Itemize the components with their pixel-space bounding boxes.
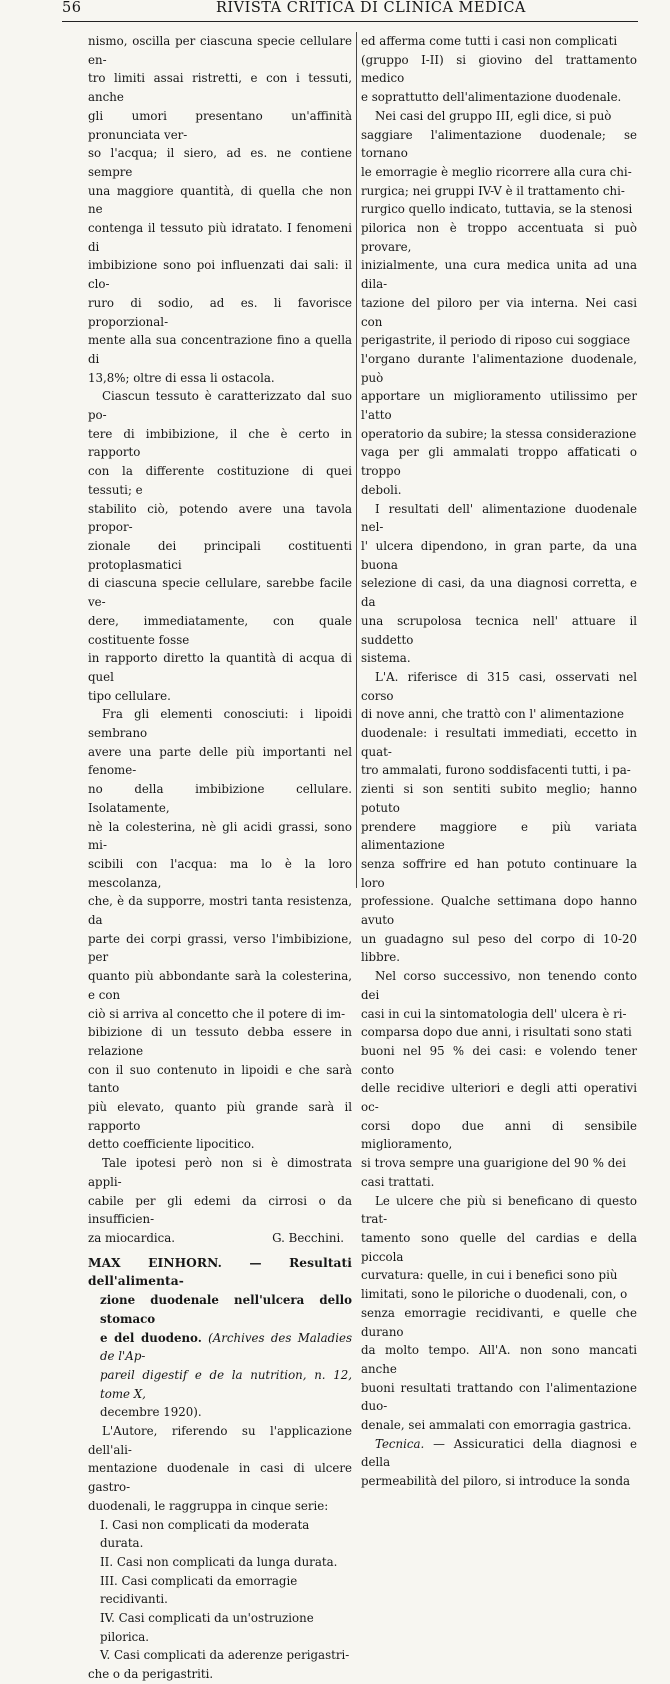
text-line: zione duodenale nell'ulcera dello stomaco (100, 1293, 352, 1326)
paragraph (88, 1422, 352, 1516)
list-item: IV. Casi complicati da un'ostruzione pilorica. (100, 1611, 314, 1644)
text-line: tro limiti assai ristretti, e con i tessuti, anche (88, 71, 352, 105)
text-line: prendere maggiore e più variata alimentazione (361, 819, 637, 853)
paragraph (361, 1435, 637, 1491)
text-line: Fra gli elementi conosciuti: i lipoidi sembrano (88, 707, 352, 741)
text-line: no della imbibizione cellulare. Isolatamente, (88, 782, 352, 815)
text-line: scibili con l'acqua: ma lo è la loro mescolanza, (88, 856, 352, 890)
text-line: con il suo contenuto in lipoidi e che sarà tanto (88, 1062, 352, 1096)
text-line: tere di imbibizione, il che è certo in rapporto (88, 426, 352, 460)
text-line: zienti si son sentiti subito meglio; hanno potuto (361, 782, 637, 815)
text-line: (gruppo I-II) si giovino del trattamento medico (361, 52, 637, 86)
text-line: stabilito ciò, potendo avere una tavola propor- (88, 501, 352, 535)
text-line: comparsa dopo due anni, i risultati sono stati (361, 1025, 632, 1040)
paragraph (88, 32, 352, 387)
text-line: deboli. (361, 482, 402, 497)
text-line: zionale dei principali costituenti protoplasmatici (88, 538, 352, 572)
list-item: II. Casi non complicati da lunga durata. (100, 1554, 338, 1569)
text-line: mentazione duodenale in casi di ulcere gastro- (88, 1461, 352, 1495)
page-number: 56 (62, 0, 82, 16)
text-line: le emorragie è meglio ricorrere alla cura chi- (361, 164, 632, 179)
text-line: mente alla sua concentrazione fino a quella di (88, 333, 352, 366)
text-line: nè la colesterina, nè gli acidi grassi, sono mi- (88, 819, 352, 853)
text-line: ruro di sodio, ad es. li favorisce proporzional- (88, 295, 352, 329)
text-line: casi trattati. (361, 1174, 435, 1189)
text-line: contenga il tessuto più idratato. I fenomeni di (88, 221, 352, 254)
text-line: si trova sempre una guarigione del 90 % dei (361, 1156, 627, 1171)
text-line: pareil digestif e de la nutrition, n. 12, tome X, (100, 1367, 352, 1401)
left-column (88, 32, 353, 1682)
text-line: che, è da supporre, mostri tanta resistenza, da (88, 894, 352, 928)
text-line: più elevato, quanto più grande sarà il rapporto (88, 1100, 352, 1133)
text-line: tazione del piloro per via interna. Nei casi con (361, 295, 637, 329)
text-line: inizialmente, una cura medica unita ad una dila- (361, 258, 637, 292)
text-line: delle recidive ulteriori e degli atti operativi oc- (361, 1081, 637, 1115)
text-line (361, 1435, 637, 1472)
header-rule (62, 21, 638, 22)
text-line: parte dei corpi grassi, verso l'imbibizione, per (88, 931, 352, 965)
case-group-list (88, 1516, 352, 1684)
text-line: detto coefficiente lipocitico. (88, 1137, 255, 1152)
text-line: saggiare l'alimentazione duodenale; se tornano (361, 127, 637, 161)
text-line: Tale ipotesi però non si è dimostrata appli- (88, 1156, 352, 1189)
column-separator (356, 32, 357, 888)
paragraph (88, 1154, 352, 1248)
text-line: nismo, oscilla per ciascuna specie cellulare en- (88, 34, 352, 67)
text-span: za miocardica. (88, 1231, 176, 1245)
text-line: I resultati dell' alimentazione duodenale nel- (361, 501, 637, 535)
right-column (361, 32, 638, 1489)
paragraph (361, 107, 637, 500)
running-title: RIVISTA CRITICA DI CLINICA MEDICA (216, 0, 526, 16)
text-line: bibizione di un tessuto debba essere in relazione (88, 1025, 352, 1058)
text-line: corsi dopo due anni di sensibile miglioramento, (361, 1118, 637, 1152)
text-line: in rapporto diretto la quantità di acqua di quel (88, 651, 352, 684)
text-line: duodenali, le raggruppa in cinque serie: (88, 1498, 329, 1513)
text-line: L'A. riferisce di 315 casi, osservati nel corso (361, 669, 637, 703)
list-item: I. Casi non complicati da moderata durata. (100, 1517, 310, 1551)
text-line: tamento sono quelle del cardias e della piccola (361, 1231, 637, 1264)
text-line: so l'acqua; il siero, ad es. ne contiene sempre (88, 146, 352, 179)
text-line: senza emorragie recidivanti, e quelle che durano (361, 1305, 637, 1339)
text-line: buoni resultati trattando con l'alimentazione duo- (361, 1380, 637, 1414)
text-line: denale, sei ammalati con emorragia gastrica. (361, 1418, 632, 1433)
text-line: L'Autore, riferendo su l'applicazione dell'ali- (88, 1424, 352, 1457)
citation: (Archives des Maladies de l'Ap- (100, 1330, 353, 1364)
paragraph (361, 1192, 637, 1435)
paragraph (361, 32, 637, 107)
text-line: avere una parte delle più importanti nel fenome- (88, 744, 352, 778)
text-line: buoni nel 95 % dei casi: e volendo tener conto (361, 1043, 637, 1077)
text-line: da molto tempo. All'A. non sono mancati anche (361, 1343, 637, 1376)
paragraph (361, 500, 637, 668)
text-line (88, 1229, 352, 1248)
text-line: selezione di casi, da una diagnosi corretta, e da (361, 576, 637, 610)
text-line: Nei casi del gruppo III, egli dice, si può (375, 108, 612, 123)
text-line: Nel corso successivo, non tenendo conto dei (361, 969, 637, 1002)
list-item: III. Casi complicati da emorragie recidivanti. (100, 1573, 298, 1607)
text-line: che o da perigastriti. (88, 1667, 214, 1682)
text-line: vaga per gli ammalati troppo affaticati o troppo (361, 445, 637, 479)
text-line: curvatura: quelle, in cui i benefici sono più (361, 1268, 618, 1283)
text-line: una maggiore quantità, di quella che non ne (88, 183, 352, 217)
text-span: e del duodeno. (100, 1330, 202, 1345)
text-line: dere, immediatamente, con quale costituente fosse (88, 613, 352, 647)
text-line: sistema. (361, 651, 411, 666)
text-line: rurgica; nei gruppi IV-V è il trattamento chi- (361, 183, 625, 198)
text-line: Ciascun tessuto è caratterizzato dal suo po- (88, 389, 352, 423)
text-line: professione. Qualche settimana dopo hanno avuto (361, 894, 637, 928)
running-header (62, 0, 638, 22)
text-line: permeabilità del piloro, si introduce la sonda (361, 1474, 631, 1489)
section-label: Tecnica. (375, 1436, 425, 1451)
text-line: gli umori presentano un'affinità pronunciata ver- (88, 108, 352, 142)
text-line: 13,8%; oltre di essa li ostacola. (88, 370, 275, 385)
text-line: una scrupolosa tecnica nell' attuare il suddetto (361, 613, 637, 647)
text-line: quanto più abbondante sarà la colesterina, e con (88, 969, 352, 1002)
text-line: rurgico quello indicato, tuttavia, se la stenosi (361, 202, 633, 217)
text-line: un guadagno sul peso del corpo di 10-20 libbre. (361, 931, 637, 965)
author-signature: G. Becchini. (272, 1231, 344, 1245)
text-line: perigastrite, il periodo di riposo cui soggiace (361, 333, 631, 348)
text-line: decembre 1920). (100, 1405, 202, 1420)
paragraph (88, 705, 352, 1154)
text-line: l'organo durante l'alimentazione duodenale, può (361, 351, 637, 385)
text-line: imbibizione sono poi influenzati dai sali: il clo- (88, 258, 352, 292)
text-line: pilorica non è troppo accentuata si può provare, (361, 221, 637, 254)
text-line: ciò si arriva al concetto che il potere di im- (88, 1006, 346, 1021)
text-line: cabile per gli edemi da cirrosi o da insufficien- (88, 1193, 352, 1227)
list-item: V. Casi complicati da aderenze perigastri- (100, 1648, 350, 1663)
text-line: senza soffrire ed han potuto continuare la loro (361, 856, 637, 890)
text-line: e soprattutto dell'alimentazione duodenale. (361, 90, 622, 105)
text-line: di ciascuna specie cellulare, sarebbe facile ve- (88, 576, 352, 610)
text-line: di nove anni, che trattò con l' alimentazione (361, 707, 624, 722)
text-line (88, 1329, 352, 1366)
text-line: l' ulcera dipendono, in gran parte, da una buona (361, 538, 637, 572)
text-line: casi in cui la sintomatologia dell' ulcera è ri- (361, 1006, 627, 1021)
paragraph (361, 967, 637, 1191)
paragraph (88, 387, 352, 705)
text-line: Le ulcere che più si beneficano di questo trat- (361, 1193, 637, 1227)
text-line: tro ammalati, furono soddisfacenti tutti, i pa- (361, 763, 631, 778)
text-line: duodenale: i resultati immediati, eccetto in quat- (361, 726, 637, 759)
text-line: con la differente costituzione di quei tessuti; e (88, 464, 352, 497)
paragraph (361, 668, 637, 967)
text-line: tipo cellulare. (88, 688, 171, 703)
article-title: MAX EINHORN. — Resultati dell'alimenta- (88, 1255, 352, 1289)
text-line: ed afferma come tutti i casi non complicati (361, 34, 618, 48)
text-line: apportare un miglioramento utilissimo per l'atto (361, 389, 637, 423)
text-line: operatorio da subire; la stessa considerazione (361, 426, 637, 441)
text-line: limitati, sono le piloriche o duodenali, con, o (361, 1287, 628, 1302)
article-heading (88, 1254, 352, 1422)
text-span: — Assicuratici della diagnosi e della (361, 1436, 638, 1470)
